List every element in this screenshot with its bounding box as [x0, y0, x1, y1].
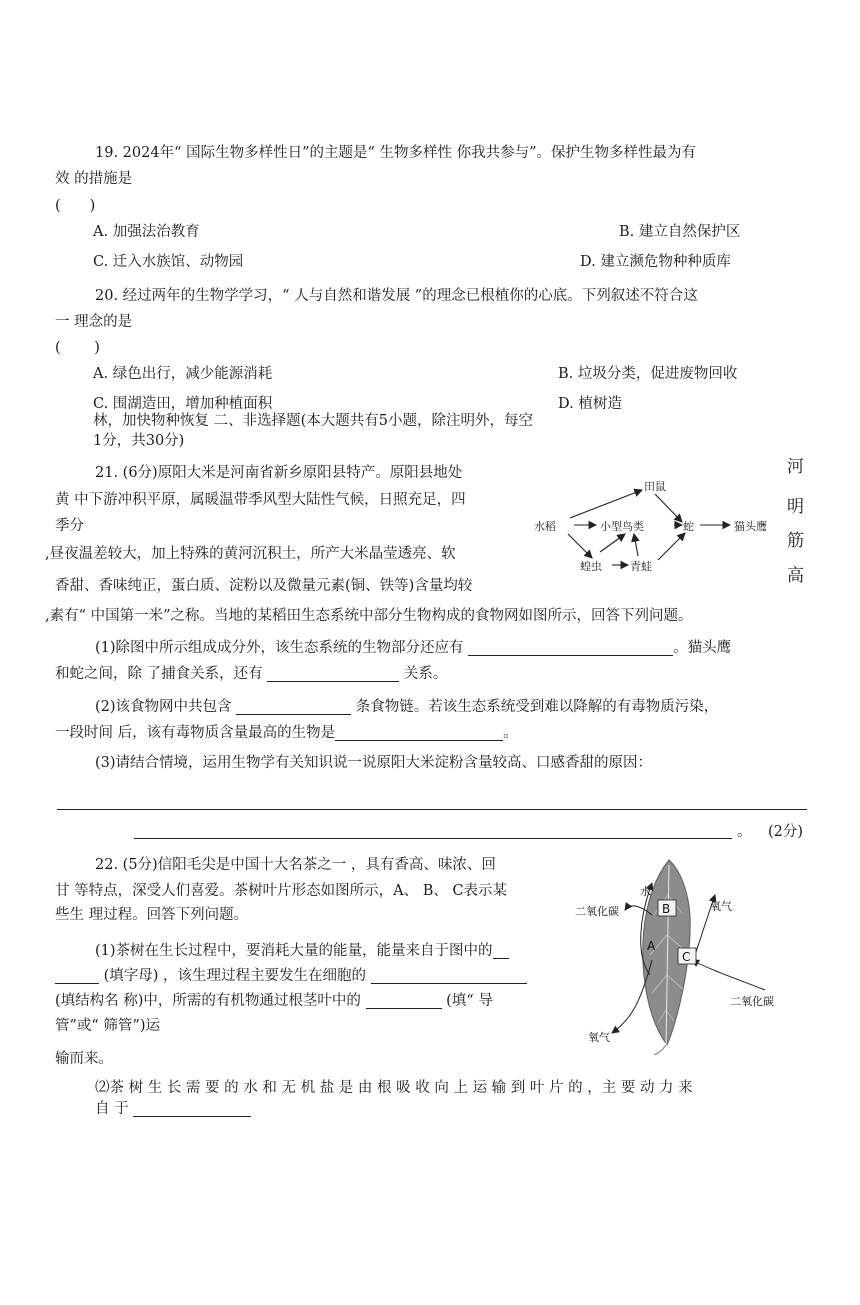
q20-option-b: B. 垃圾分类，促进废物回收 [558, 366, 738, 382]
q22-sub1-blank1-end[interactable] [55, 967, 99, 984]
tea-leaf-diagram [570, 855, 790, 1055]
q22-sub1-blank2[interactable] [371, 967, 527, 984]
q22-sub2-line1: ⑵茶 树 生 长 需 要 的 水 和 无 机 盐 是 由 根 吸 收 向 上 运 输 到 叶 片 的 ，主 要 动 力 来 [95, 1080, 693, 1096]
q21-stem-line1: 21. (6分)原阳大米是河南省新乡原阳县特产。原阳县地处 [95, 465, 463, 481]
q21-sub2-line1 [95, 697, 718, 717]
q21-stem-line3: 季分 [55, 518, 84, 534]
q22-sub1-line1 [95, 941, 509, 961]
food-web-diagram [530, 470, 790, 590]
q21-sub1-line1 [95, 638, 731, 658]
q22-sub1-line4: 管”或“ 筛管”)运 [55, 1018, 161, 1034]
q21-sub2-line2 [55, 723, 518, 743]
q21-sub3-score: (2分) [768, 824, 804, 840]
q21-sub3-end-mark: 。 [737, 824, 752, 840]
node-owl: 猫头鹰 [734, 520, 767, 533]
q22-sub2-blank[interactable] [133, 1100, 251, 1117]
q22-sub1-text-a: (1)茶树在生长过程中，要消耗大量的能量，能量来自于图中的 [95, 943, 493, 959]
q21-sub1-blank1[interactable] [468, 639, 673, 656]
q22-sub1-line3 [55, 991, 493, 1011]
q22-stem-line2: 甘 等特点，深受人们喜爱。茶树叶片形态如图所示，A、 B、 C表示某 [55, 883, 508, 899]
node-locust: 蝗虫 [580, 560, 602, 573]
q20-option-a: A. 绿色出行，减少能源消耗 [93, 366, 273, 382]
q21-sub3-prompt: (3)请结合情境，运用生物学有关知识说一说原阳大米淀粉含量较高、口感香甜的原因： [95, 755, 653, 771]
leaf-label-b: B [662, 902, 671, 916]
q21-sub3-answer-line2[interactable] [134, 838, 732, 839]
leaf-label-co2-left: 二氧化碳 [575, 905, 619, 918]
side-char-3: 筋 [787, 531, 804, 551]
q19-option-a: A. 加强法治教育 [93, 224, 200, 240]
q21-stem-line5: 香甜、香味纯正，蛋白质、淀粉以及微量元素(铜、铁等)含量均较 [55, 578, 473, 594]
leaf-label-o2-left: 氧气 [588, 1031, 610, 1044]
q21-sub2-text-d: 。 [503, 725, 518, 741]
q21-sub2-text-b: 条食物链。若该生态系统受到难以降解的有毒物质污染， [355, 699, 719, 715]
q19-option-d: D. 建立濒危物种种质库 [580, 254, 731, 270]
q22-sub1-text-d: (填“ 导 [446, 993, 493, 1009]
q20-answer-paren: ( ) [55, 340, 100, 356]
q21-stem-line2: 黄 中下游冲积平原，属暖温带季风型大陆性气候，日照充足，四 [55, 492, 466, 508]
leaf-label-o2-right: 氧气 [710, 900, 732, 913]
q20-option-c: C. 围湖造田，增加种植面积 [93, 396, 273, 412]
q22-sub1-text-b: (填字母) ，该生理过程主要发生在细胞的 [103, 968, 367, 984]
leaf-label-water: 水 [640, 885, 651, 898]
q21-sub1-text-d: 关系。 [403, 666, 448, 682]
q21-sub1-text-a: (1)除图中所示组成成分外，该生态系统的生物部分还应有 [95, 640, 464, 656]
q21-sub2-text-a: (2)该食物网中共包含 [95, 699, 232, 715]
q20-option-d-continued: 林，加快物种恢复 二、非选择题(本大题共有5小题，除注明外，每空 [93, 413, 533, 429]
q22-stem-line1: 22. (5分)信阳毛尖是中国十大名茶之一 ，具有香高、味浓、回 [95, 857, 496, 873]
side-char-2: 明 [787, 497, 804, 517]
q22-stem-line3: 些生 理过程。回答下列问题。 [55, 907, 249, 923]
q21-sub1-blank2[interactable] [267, 665, 399, 682]
q19-stem-line2: 效 的措施是 [55, 171, 133, 187]
leaf-label-co2-right: 二氧化碳 [730, 995, 774, 1008]
q20-stem-line2: 一 理念的是 [55, 314, 133, 330]
q21-sub2-blank2[interactable] [335, 724, 503, 741]
q21-sub1-text-b: 。猫头鹰 [673, 640, 732, 656]
q21-sub2-blank1[interactable] [236, 698, 351, 715]
q22-sub1-blank1-start[interactable] [493, 942, 509, 959]
q19-stem-line1: 19. 2024年“ 国际生物多样性日”的主题是“ 生物多样性 你我共参与”。保护生物多样性最为有 [95, 145, 697, 161]
q21-sub1-text-c: 和蛇之间，除 了捕食关系，还有 [55, 666, 263, 682]
leaf-label-a: A [647, 939, 656, 953]
q19-option-c: C. 迁入水族馆、动物园 [93, 254, 244, 270]
q22-sub1-line2 [55, 966, 527, 986]
q21-stem-line6: ,素有“ 中国第一米”之称。当地的某稻田生态系统中部分生物构成的食物网如图所示，回答下列问题。 [45, 608, 693, 624]
q22-sub1-blank3[interactable] [366, 992, 442, 1009]
q21-sub1-line2 [55, 664, 447, 684]
q21-sub2-text-c: 一段时间 后，该有毒物质含量最高的生物是 [55, 725, 336, 741]
q22-sub2-text-b: 自 于 [95, 1101, 129, 1117]
q22-sub1-line5: 输而来。 [55, 1051, 113, 1067]
node-mouse: 田鼠 [644, 480, 666, 493]
q19-answer-paren: ( ) [55, 198, 96, 214]
node-snake: 蛇 [683, 520, 694, 533]
node-rice: 水稻 [534, 520, 556, 533]
q21-stem-line4: ,昼夜温差较大，加上特殊的黄河沉积土，所产大米晶莹透亮、软 [45, 546, 456, 562]
q22-sub2-line2 [95, 1099, 251, 1119]
leaf-label-c: C [682, 950, 691, 964]
q22-sub1-text-c: (填结构名 称)中，所需的有机物通过根茎叶中的 [55, 993, 361, 1009]
section-two-score: 1分，共30分) [93, 433, 185, 449]
side-char-4: 高 [787, 566, 804, 586]
q20-stem-line1: 20. 经过两年的生物学学习，“ 人与自然和谐发展 ”的理念已根植你的心底。下列叙述不符合这 [95, 288, 698, 304]
node-frog: 青蛙 [630, 560, 652, 573]
node-small-bird: 小型鸟类 [600, 520, 644, 533]
q20-option-d: D. 植树造 [558, 396, 622, 412]
q21-sub3-answer-line1[interactable] [57, 809, 807, 810]
q19-option-b: B. 建立自然保护区 [619, 224, 741, 240]
side-char-1: 河 [787, 457, 804, 477]
